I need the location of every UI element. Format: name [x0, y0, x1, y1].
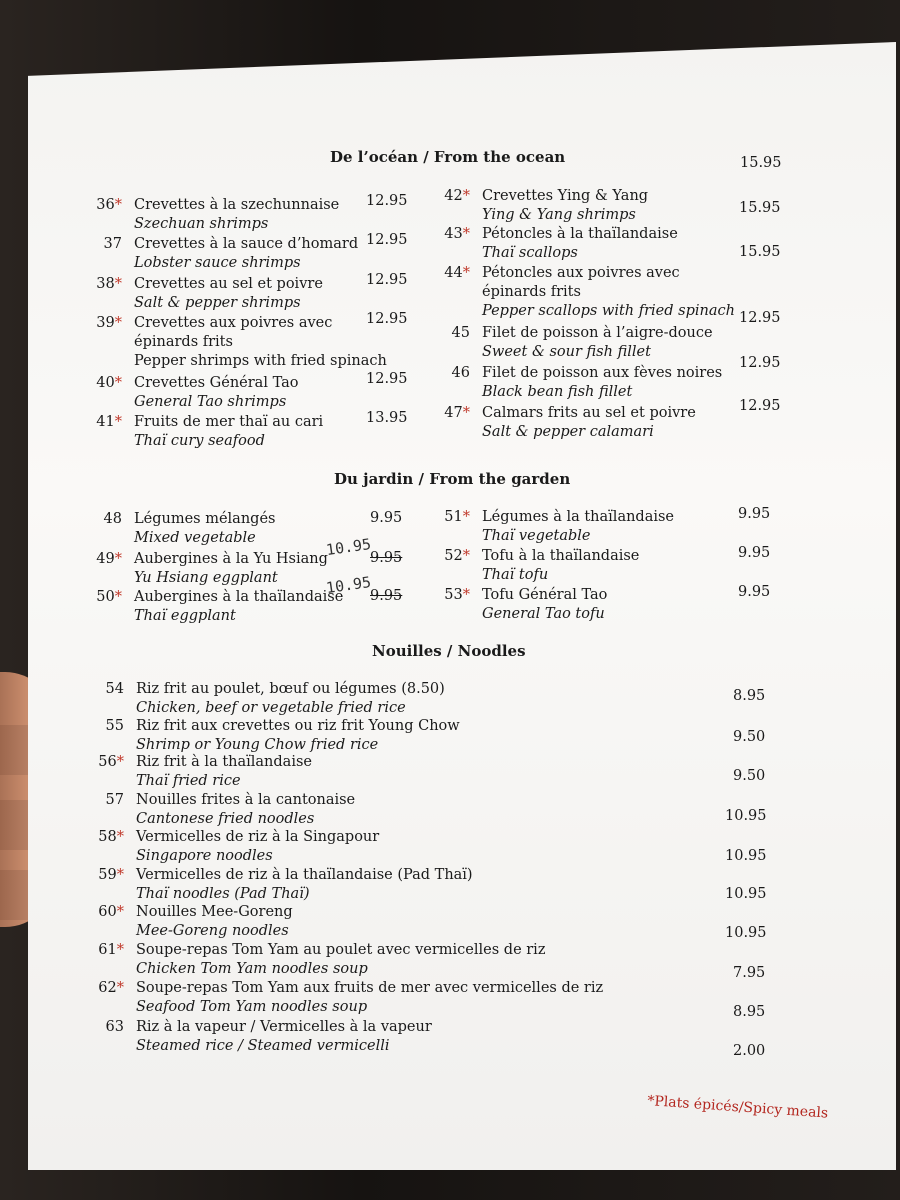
- item-price: 12.95: [739, 398, 781, 414]
- item-name-fr: Nouilles frites à la cantonaise: [136, 792, 356, 808]
- item-number-text: 42: [444, 188, 463, 204]
- item-number-text: 36: [96, 197, 115, 213]
- item-name-fr: Calmars frits au sel et poivre: [482, 405, 696, 421]
- item-name-fr: Nouilles Mee-Goreng: [136, 904, 293, 920]
- spicy-marker: *: [116, 942, 124, 958]
- item-name-en: Thaï cury seafood: [134, 433, 265, 449]
- spicy-marker: *: [116, 904, 124, 920]
- item-name-fr: Filet de poisson aux fèves noires: [482, 365, 723, 381]
- item-number-text: 60: [98, 904, 117, 920]
- menu-item: [88, 550, 328, 588]
- item-number: [88, 275, 122, 294]
- item-number-text: 44: [444, 265, 463, 281]
- item-name-fr: Légumes mélangés: [134, 511, 276, 527]
- price: 15.95: [740, 155, 782, 171]
- item-number-text: 51: [444, 509, 463, 525]
- item-name-en: Shrimp or Young Chow fried rice: [136, 737, 379, 753]
- item-number: [90, 941, 124, 960]
- spicy-marker: *: [114, 551, 122, 567]
- item-number-text: 53: [444, 587, 463, 603]
- spicy-marker: *: [116, 867, 124, 883]
- spicy-marker: *: [114, 315, 122, 331]
- menu-item: [88, 510, 275, 548]
- spicy-marker: *: [116, 829, 124, 845]
- item-number-text: 47: [444, 405, 463, 421]
- item-number-text: 45: [451, 325, 470, 341]
- item-name-en: Thaï scallops: [482, 245, 578, 261]
- item-name-fr: Vermicelles de riz à la Singapour: [136, 829, 380, 845]
- spicy-marker: *: [114, 589, 122, 605]
- item-name-fr: Filet de poisson à l’aigre-douce: [482, 325, 713, 341]
- spicy-marker: *: [114, 414, 122, 430]
- item-name-en: Chicken Tom Yam noodles soup: [136, 961, 368, 977]
- item-number: [88, 550, 122, 569]
- spicy-marker: *: [462, 405, 470, 421]
- item-name-en: Yu Hsiang eggplant: [134, 570, 278, 586]
- menu-item: [90, 753, 312, 791]
- item-price: 9.95: [738, 584, 771, 600]
- item-name-en: Thaï vegetable: [482, 528, 591, 544]
- item-number-text: 38: [96, 276, 115, 292]
- menu-item: [436, 586, 607, 624]
- item-price: 12.95: [366, 371, 408, 387]
- item-price: 12.95: [366, 272, 408, 288]
- item-number: [90, 828, 124, 847]
- item-number: [90, 717, 124, 736]
- menu-item: [88, 275, 323, 313]
- menu-item: [436, 324, 713, 362]
- item-number-text: 55: [105, 718, 124, 734]
- item-name-fr: Soupe-repas Tom Yam aux fruits de mer avec vermicelles de riz: [136, 980, 604, 996]
- item-name-en: Thaï fried rice: [136, 773, 241, 789]
- item-price: 9.50: [733, 729, 766, 745]
- item-name-en: Ying & Yang shrimps: [482, 207, 636, 223]
- item-number: [88, 588, 122, 607]
- item-number: [90, 680, 124, 699]
- menu-item: [88, 374, 299, 412]
- item-price: 10.95: [725, 848, 767, 864]
- item-number-text: 39: [96, 315, 115, 331]
- item-name-en: Cantonese fried noodles: [136, 811, 315, 827]
- menu-item: [436, 364, 722, 402]
- menu-item: [90, 1018, 432, 1056]
- item-name-en: Mee-Goreng noodles: [136, 923, 289, 939]
- item-name-fr: Riz à la vapeur / Vermicelles à la vapeur: [136, 1019, 432, 1035]
- spicy-marker: *: [114, 197, 122, 213]
- item-name-en: Sweet & sour fish fillet: [482, 344, 651, 360]
- menu-item: [436, 187, 648, 225]
- item-name-en: Thaï eggplant: [134, 608, 236, 624]
- item-name-fr: Crevettes à la szechunnaise: [134, 197, 340, 213]
- item-name-en: Salt & pepper shrimps: [134, 295, 301, 311]
- item-name-en: Salt & pepper calamari: [482, 424, 654, 440]
- item-number: [436, 508, 470, 527]
- item-number-text: 50: [96, 589, 115, 605]
- item-number: [436, 324, 470, 343]
- item-name-en: Chicken, beef or vegetable fried rice: [136, 700, 406, 716]
- item-number-text: 52: [444, 548, 463, 564]
- menu-item: [90, 866, 473, 904]
- item-name-fr: Pétoncles à la thaïlandaise: [482, 226, 678, 242]
- item-number: [436, 404, 470, 423]
- spicy-marker: *: [114, 276, 122, 292]
- menu-item: [88, 196, 339, 234]
- item-price: 10.95: [725, 886, 767, 902]
- item-name-en: General Tao tofu: [482, 606, 605, 622]
- item-number-text: 41: [96, 414, 115, 430]
- item-number-text: 56: [98, 754, 117, 770]
- item-name-en: Seafood Tom Yam noodles soup: [136, 999, 368, 1015]
- item-price: 12.95: [366, 193, 408, 209]
- item-name-fr: Riz frit à la thaïlandaise: [136, 754, 312, 770]
- item-name-fr: Légumes à la thaïlandaise: [482, 509, 675, 525]
- menu-item: [90, 717, 460, 755]
- item-number-text: 61: [98, 942, 117, 958]
- item-number: [90, 979, 124, 998]
- item-number-text: 63: [105, 1019, 124, 1035]
- item-price: 9.50: [733, 768, 766, 784]
- item-name-en: Thaï tofu: [482, 567, 549, 583]
- item-number-text: 37: [103, 236, 122, 252]
- item-number-text: 40: [96, 375, 115, 391]
- menu-item: [436, 225, 678, 263]
- item-number-text: 48: [103, 511, 122, 527]
- menu-item: [90, 680, 445, 718]
- item-price: 8.95: [733, 1004, 766, 1020]
- item-name-fr: Crevettes à la sauce d’homard: [134, 236, 359, 252]
- item-name-fr: Fruits de mer thaï au cari: [134, 414, 324, 430]
- menu-item: [90, 941, 545, 979]
- item-name-en: Thaï noodles (Pad Thaï): [136, 886, 310, 902]
- item-name-fr: Pétoncles aux poivres avec: [482, 265, 680, 281]
- menu-item: [90, 979, 603, 1017]
- item-price: 7.95: [733, 965, 766, 981]
- spicy-marker: *: [462, 226, 470, 242]
- item-price: 9.95: [738, 506, 771, 522]
- menu-item: [436, 404, 696, 442]
- item-number-text: 54: [105, 681, 124, 697]
- item-name-fr: Crevettes aux poivres avec: [134, 315, 333, 331]
- item-number: [88, 413, 122, 432]
- item-number: [436, 364, 470, 383]
- item-name-fr: Vermicelles de riz à la thaïlandaise (Pad Thaï): [136, 867, 473, 883]
- item-name-fr: Soupe-repas Tom Yam au poulet avec vermicelles de riz: [136, 942, 546, 958]
- menu-item: [90, 828, 379, 866]
- item-price: 9.95: [370, 550, 403, 566]
- spicy-marker: *: [462, 587, 470, 603]
- item-number: [436, 264, 470, 283]
- item-name-en: Lobster sauce shrimps: [134, 255, 301, 271]
- menu-item: [90, 903, 293, 941]
- item-price: 10.95: [725, 808, 767, 824]
- item-name-fr: Riz frit au poulet, bœuf ou légumes (8.50): [136, 681, 445, 697]
- item-number: [88, 196, 122, 215]
- item-price: 8.95: [733, 688, 766, 704]
- item-number: [88, 510, 122, 529]
- item-name-fr: Tofu Général Tao: [482, 587, 608, 603]
- item-number-text: 58: [98, 829, 117, 845]
- item-number-text: 49: [96, 551, 115, 567]
- item-name-fr: Crevettes au sel et poivre: [134, 276, 323, 292]
- item-name-en: Pepper scallops with fried spinach: [482, 303, 735, 319]
- item-number-text: 46: [451, 365, 470, 381]
- spicy-marker: *: [114, 375, 122, 391]
- item-number: [436, 225, 470, 244]
- handwritten-price: 10.95: [324, 534, 373, 560]
- spicy-marker: *: [462, 188, 470, 204]
- spicy-footnote: *Plats épicés/Spicy meals: [646, 1093, 829, 1122]
- menu-item: [436, 508, 674, 546]
- item-name-fr: Crevettes Général Tao: [134, 375, 299, 391]
- spicy-marker: *: [462, 509, 470, 525]
- item-number: [90, 1018, 124, 1037]
- spicy-marker: *: [116, 980, 124, 996]
- item-name-en: Pepper shrimps with fried spinach: [134, 353, 387, 369]
- item-name-en: Szechuan shrimps: [134, 216, 269, 232]
- item-number-text: 57: [105, 792, 124, 808]
- item-number: [90, 791, 124, 810]
- item-price: 12.95: [739, 355, 781, 371]
- item-price: 12.95: [739, 310, 781, 326]
- item-price: 15.95: [739, 200, 781, 216]
- item-price: 13.95: [366, 410, 408, 426]
- item-price: 12.95: [366, 311, 408, 327]
- item-number: [88, 374, 122, 393]
- item-name-en: General Tao shrimps: [134, 394, 287, 410]
- section-title-noodles: Nouilles / Noodles: [372, 642, 526, 660]
- menu-item: [88, 314, 387, 371]
- item-number-text: 62: [98, 980, 117, 996]
- item-number: [90, 903, 124, 922]
- item-number: [436, 547, 470, 566]
- item-name-en: Singapore noodles: [136, 848, 273, 864]
- handwritten-price: 10.95: [324, 572, 373, 598]
- item-name-fr-cont: épinards frits: [134, 334, 233, 350]
- section-title-ocean: De l’océan / From the ocean: [330, 148, 566, 166]
- item-name-fr: Aubergines à la Yu Hsiang: [134, 551, 328, 567]
- spicy-marker: *: [116, 754, 124, 770]
- item-name-fr: Aubergines à la thaïlandaise: [134, 589, 344, 605]
- item-name-en: Steamed rice / Steamed vermicelli: [136, 1038, 390, 1054]
- menu-item: [88, 413, 323, 451]
- menu-item: [88, 235, 358, 273]
- item-number: [436, 586, 470, 605]
- item-price: 15.95: [739, 244, 781, 260]
- item-name-fr: Tofu à la thaïlandaise: [482, 548, 640, 564]
- item-price: 12.95: [366, 232, 408, 248]
- item-number-text: 43: [444, 226, 463, 242]
- item-number-text: 59: [98, 867, 117, 883]
- item-name-fr: Crevettes Ying & Yang: [482, 188, 649, 204]
- item-name-en: Mixed vegetable: [134, 530, 256, 546]
- item-name-en: Black bean fish fillet: [482, 384, 633, 400]
- menu-item: [88, 588, 343, 626]
- item-number: [436, 187, 470, 206]
- item-price: 10.95: [725, 925, 767, 941]
- item-number: [88, 235, 122, 254]
- item-price: 2.00: [733, 1043, 766, 1059]
- spicy-marker: *: [462, 548, 470, 564]
- item-number: [90, 753, 124, 772]
- section-title-garden: Du jardin / From the garden: [334, 470, 571, 488]
- menu-item: [436, 264, 735, 321]
- menu-item: [436, 547, 639, 585]
- item-name-fr: Riz frit aux crevettes ou riz frit Young Chow: [136, 718, 460, 734]
- item-price: 9.95: [370, 588, 403, 604]
- menu-item: [90, 791, 355, 829]
- item-number: [90, 866, 124, 885]
- item-price: 9.95: [370, 510, 403, 526]
- item-name-fr-cont: épinards frits: [482, 284, 581, 300]
- spicy-marker: *: [462, 265, 470, 281]
- item-price: 9.95: [738, 545, 771, 561]
- item-number: [88, 314, 122, 333]
